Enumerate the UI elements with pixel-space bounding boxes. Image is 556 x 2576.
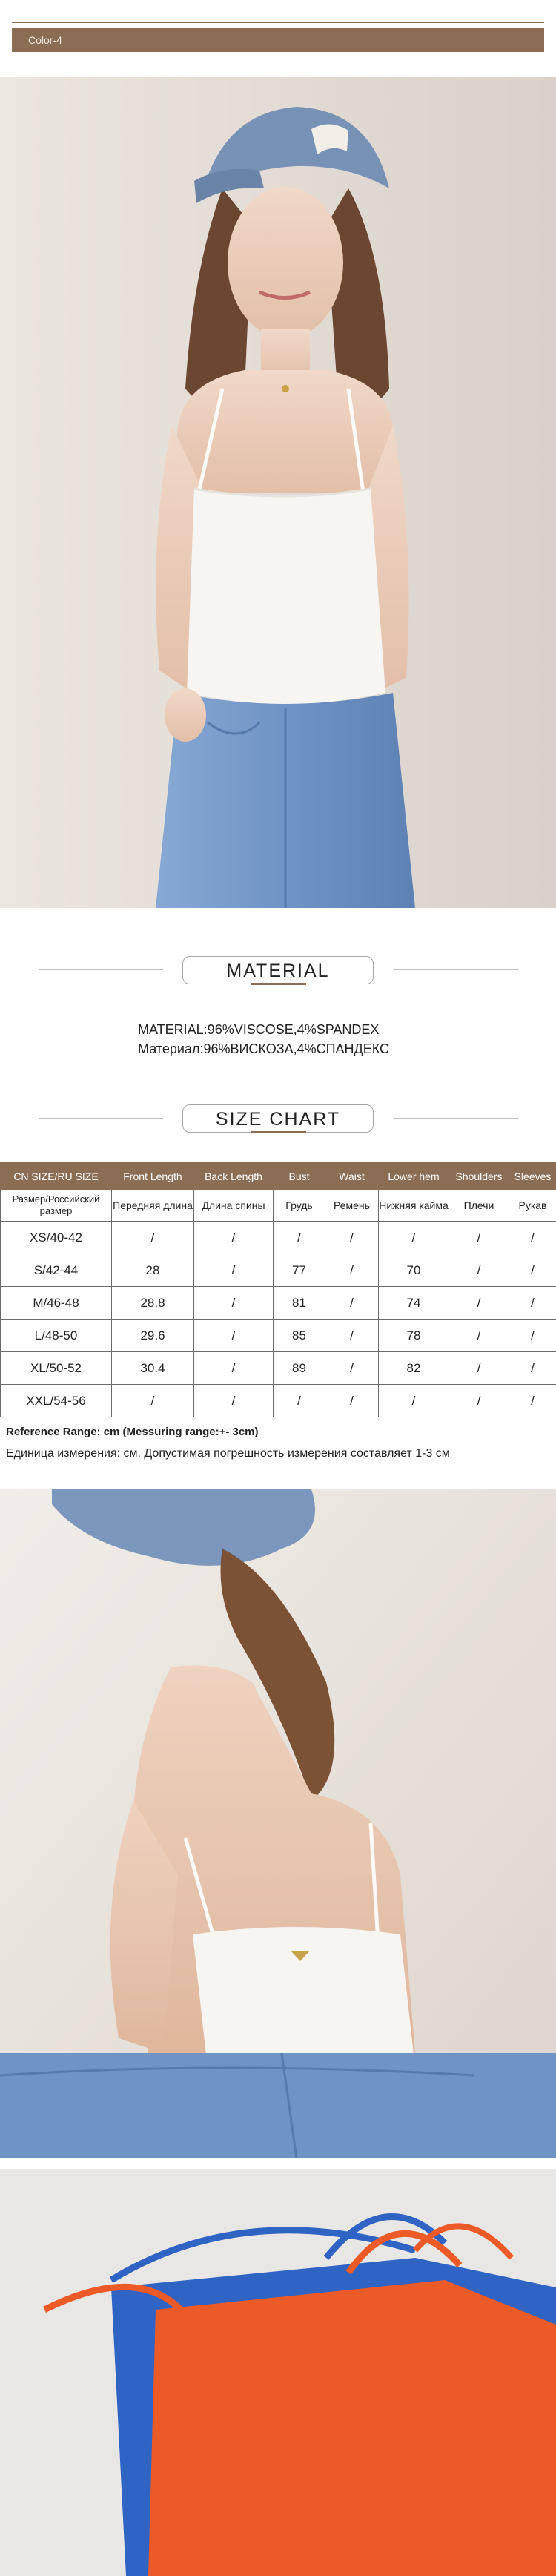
column-header: Waist: [325, 1163, 379, 1190]
table-cell: /: [325, 1320, 379, 1352]
model-front-photo: [0, 77, 556, 908]
color-variant-bar: [12, 28, 544, 52]
table-cell: /: [449, 1352, 509, 1385]
column-header: Sleeves: [509, 1163, 556, 1190]
table-cell: /: [274, 1385, 325, 1417]
table-row: [1, 1320, 556, 1352]
column-header-ru: Плечи: [449, 1190, 509, 1222]
table-cell: /: [449, 1385, 509, 1417]
table-cell: /: [194, 1222, 274, 1254]
table-cell: 85: [274, 1320, 325, 1352]
heading-accent: [251, 983, 306, 985]
table-cell: /: [194, 1352, 274, 1385]
table-cell: /: [379, 1385, 449, 1417]
heading-pill: [182, 1104, 374, 1133]
heading-rule-right: [393, 969, 519, 970]
table-cell: 29.6: [112, 1320, 194, 1352]
column-header-ru: Рукав: [509, 1190, 556, 1222]
measurement-note-ru: Единица измерения: см. Допустимая погрешность измерения составляет 1-3 см: [6, 1447, 450, 1460]
column-header: Shoulders: [449, 1163, 509, 1190]
table-cell: /: [325, 1352, 379, 1385]
column-header-ru: Ремень: [325, 1190, 379, 1222]
table-cell: /: [194, 1320, 274, 1352]
column-header: Bust: [274, 1163, 325, 1190]
material-composition: [138, 1020, 389, 1058]
size-cell: XS/40-42: [1, 1222, 112, 1254]
size-cell: XXL/54-56: [1, 1385, 112, 1417]
size-cell: S/42-44: [1, 1254, 112, 1287]
table-cell: 28.8: [112, 1287, 194, 1320]
header-divider: [12, 22, 544, 23]
table-row: [1, 1254, 556, 1287]
table-cell: /: [194, 1385, 274, 1417]
reference-range-note: Reference Range: cm (Messuring range:+- 3cm): [6, 1426, 259, 1438]
size-cell: M/46-48: [1, 1287, 112, 1320]
table-cell: 74: [379, 1287, 449, 1320]
column-header-ru: Грудь: [274, 1190, 325, 1222]
table-row: [1, 1385, 556, 1417]
column-header: Front Length: [112, 1163, 194, 1190]
table-row: [1, 1287, 556, 1320]
table-cell: /: [509, 1222, 556, 1254]
heading-pill: [182, 956, 374, 984]
column-header-ru: Передняя длина: [112, 1190, 194, 1222]
color-swatch-photo: [0, 2169, 556, 2576]
table-cell: /: [325, 1254, 379, 1287]
table-cell: /: [449, 1222, 509, 1254]
heading-rule-left: [39, 969, 163, 970]
table-cell: /: [325, 1385, 379, 1417]
size-chart-heading-text: SIZE CHART: [215, 1109, 341, 1130]
heading-accent: [251, 1131, 306, 1133]
table-cell: /: [194, 1287, 274, 1320]
table-cell: /: [112, 1222, 194, 1254]
table-cell: 82: [379, 1352, 449, 1385]
color-variant-label: Color-4: [28, 34, 62, 46]
table-cell: /: [509, 1287, 556, 1320]
table-cell: /: [325, 1287, 379, 1320]
size-cell: L/48-50: [1, 1320, 112, 1352]
column-header-ru: Длина спины: [194, 1190, 274, 1222]
table-ru-header-row: [1, 1190, 556, 1222]
table-cell: /: [194, 1254, 274, 1287]
table-cell: 89: [274, 1352, 325, 1385]
heading-rule-right: [393, 1118, 519, 1119]
table-row: [1, 1222, 556, 1254]
size-cell: XL/50-52: [1, 1352, 112, 1385]
table-cell: /: [379, 1222, 449, 1254]
table-cell: 81: [274, 1287, 325, 1320]
table-cell: /: [509, 1352, 556, 1385]
table-cell: /: [509, 1254, 556, 1287]
size-chart-table: [0, 1162, 556, 1417]
table-cell: 30.4: [112, 1352, 194, 1385]
material-section-heading: [0, 952, 556, 989]
table-header-row: [1, 1163, 556, 1190]
material-line-ru: Материал:96%ВИСКОЗА,4%СПАНДЕКС: [138, 1041, 390, 1056]
table-cell: /: [449, 1320, 509, 1352]
material-line-en: MATERIAL:96%VISCOSE,4%SPANDEX: [138, 1022, 380, 1037]
column-header: Back Length: [194, 1163, 274, 1190]
size-chart-section-heading: [0, 1100, 556, 1137]
table-row: [1, 1352, 556, 1385]
model-back-photo: [0, 1489, 556, 2158]
table-cell: /: [449, 1287, 509, 1320]
table-cell: /: [509, 1320, 556, 1352]
material-heading-text: MATERIAL: [226, 961, 330, 981]
table-cell: 78: [379, 1320, 449, 1352]
table-cell: /: [325, 1222, 379, 1254]
table-cell: 28: [112, 1254, 194, 1287]
column-header-ru: Размер/Российский размер: [1, 1190, 112, 1222]
table-cell: /: [112, 1385, 194, 1417]
heading-rule-left: [39, 1118, 163, 1119]
table-cell: /: [509, 1385, 556, 1417]
table-cell: /: [449, 1254, 509, 1287]
table-cell: /: [274, 1222, 325, 1254]
table-cell: 70: [379, 1254, 449, 1287]
column-header: Lower hem: [379, 1163, 449, 1190]
column-header-ru: Нижняя кайма: [379, 1190, 449, 1222]
table-cell: 77: [274, 1254, 325, 1287]
column-header: CN SIZE/RU SIZE: [1, 1163, 112, 1190]
